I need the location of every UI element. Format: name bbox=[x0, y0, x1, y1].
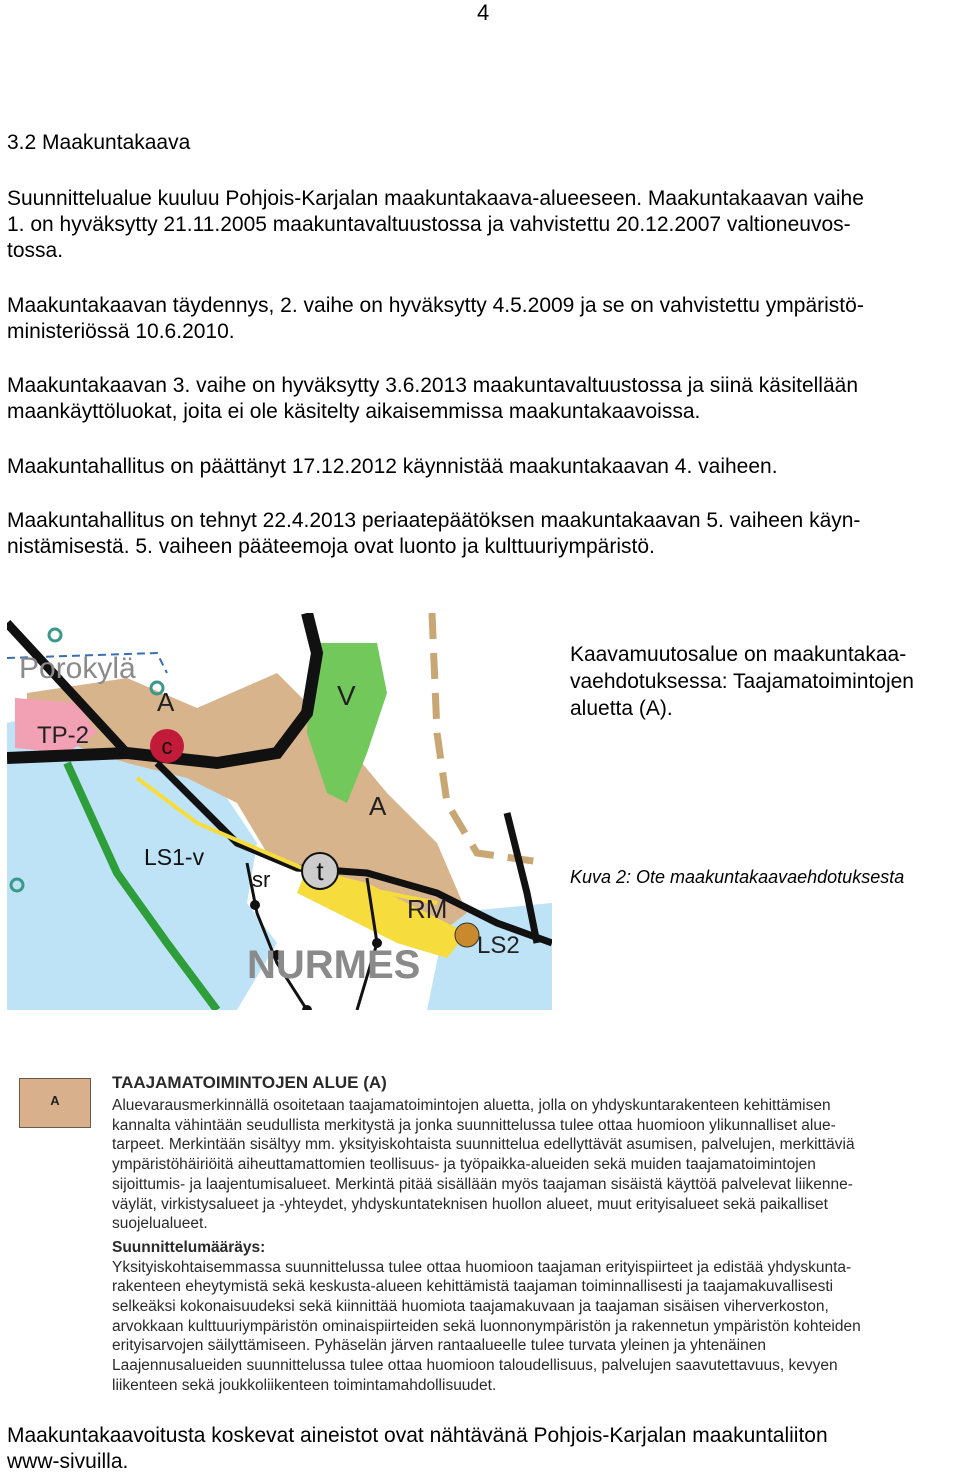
footer-line: www-sivuilla. bbox=[7, 1450, 129, 1473]
paragraph-line: tossa. bbox=[7, 239, 64, 262]
legend-rule-line: arvokkaan kulttuuriympäristön ominaispiirteiden sekä luonnonympäristön ja rakennetun ympäristön kohteiden bbox=[112, 1317, 861, 1335]
map-side-line: aluetta (A). bbox=[570, 697, 673, 720]
legend-body-line: sijoittumis- ja laajentumisalueet. Merkintä pitää sisällään myös taajaman sisäistä käyttöä palvelevat liikenne- bbox=[112, 1175, 853, 1193]
label-a-mid: A bbox=[369, 791, 387, 821]
label-nurmes: NURMES bbox=[247, 943, 421, 987]
paragraph-phase-5 bbox=[7, 508, 957, 560]
paragraph-line: nistämisestä. 5. vaiheen pääteemoja ovat luonto ja kulttuuriympäristö. bbox=[7, 535, 655, 558]
label-v: V bbox=[337, 680, 356, 711]
legend-rule-line: Yksityiskohtaisemmassa suunnittelussa tulee ottaa huomioon taajaman erityispiirteet ja edistää yhdyskunta- bbox=[112, 1258, 852, 1276]
legend-text bbox=[112, 1072, 942, 1396]
label-tp2: TP-2 bbox=[37, 722, 90, 749]
label-ls2: LS2 bbox=[477, 932, 520, 959]
legend-body-line: ympäristöhäiriöitä aiheuttamattomien teollisuus- ja työpaikka-alueiden sekä muiden taajamatoimintojen bbox=[112, 1156, 816, 1174]
page-number: 4 bbox=[477, 0, 490, 25]
label-porokyla: Porokylä bbox=[19, 652, 136, 685]
paragraph-line: ministeriössä 10.6.2010. bbox=[7, 320, 235, 343]
legend-subtitle: Suunnittelumääräys: bbox=[112, 1238, 266, 1256]
map-side-line: Kaavamuutosalue on maakuntakaa- bbox=[570, 643, 907, 666]
label-sr: sr bbox=[252, 867, 271, 892]
paragraph-line: Maakuntakaavan täydennys, 2. vaihe on hyväksytty 4.5.2009 ja se on vahvistettu ympäristö- bbox=[7, 294, 864, 317]
legend-rule-line: liikenteen sekä joukkoliikenteen toimintamahdollisuudet. bbox=[112, 1376, 497, 1394]
legend-body-line: kannalta vähintään seudullista merkitystä ja jonka suunnittelussa tulee ottaa huomioon ylikunnalliset alue- bbox=[112, 1116, 836, 1134]
footer-note bbox=[7, 1423, 828, 1475]
paragraph-line: Suunnittelualue kuuluu Pohjois-Karjalan maakuntakaava-alueeseen. Maakuntakaavan vaihe bbox=[7, 187, 864, 210]
paragraph-line: Maakuntahallitus on tehnyt 22.4.2013 periaatepäätöksen maakuntakaavan 5. vaiheen käyn- bbox=[7, 509, 861, 532]
point-ls2 bbox=[455, 923, 479, 947]
legend-swatch-a bbox=[19, 1078, 91, 1128]
figure-caption: Kuva 2: Ote maakuntakaavaehdotuksesta bbox=[570, 867, 905, 887]
label-ls1v: LS1-v bbox=[144, 844, 205, 870]
paragraph-phase-2 bbox=[7, 293, 957, 345]
paragraph-line: maankäyttöluokat, joita ei ole käsitelty aikaisemmissa maakuntakaavoissa. bbox=[7, 400, 701, 423]
legend-body-line: suojelualueet. bbox=[112, 1215, 208, 1233]
legend-rule-line: Laajennusalueiden suunnittelussa tulee ottaa huomioon taloudellisuus, palvelujen saavutettavuus, kevyen bbox=[112, 1357, 838, 1375]
map-side-note bbox=[570, 641, 960, 722]
paragraph-line: Maakuntahallitus on päättänyt 17.12.2012 käynnistää maakuntakaavan 4. vaiheen. bbox=[7, 455, 778, 478]
paragraph-phase-3 bbox=[7, 373, 957, 425]
legend-swatch-label: A bbox=[50, 1093, 60, 1108]
paragraph-plan-area bbox=[7, 186, 957, 264]
legend-rule-line: rakenteen eheytymistä sekä keskusta-alueen kehittämistä taajaman toiminnallisesti ja taajamakuvallisesti bbox=[112, 1278, 834, 1296]
legend-body-line: Aluevarausmerkinnällä osoitetaan taajamatoimintojen aluetta, jolla on yhdyskuntarakenteen kehittämisen bbox=[112, 1097, 831, 1114]
label-t: t bbox=[316, 856, 324, 886]
legend-title: TAAJAMATOIMINTOJEN ALUE (A) bbox=[112, 1073, 387, 1092]
plan-legend-excerpt bbox=[7, 1050, 953, 1395]
legend-rule-line: selkeäksi kokonaisuudeksi sekä kiinnittää huomiota taajamakuvaan ja taajaman sisäisen viherverkoston, bbox=[112, 1298, 829, 1316]
footer-line: Maakuntakaavoitusta koskevat aineistot ovat nähtävänä Pohjois-Karjalan maakuntaliiton bbox=[7, 1424, 828, 1447]
label-c: c bbox=[161, 734, 173, 759]
legend-body-line: tarpeet. Merkintään sisältyy mm. yksityiskohtaista suunnittelua edellyttävät asumisen, palvelujen, merkittäviä bbox=[112, 1136, 855, 1154]
label-a-top: A bbox=[157, 687, 175, 717]
map-side-line: vaehdotuksessa: Taajamatoimintojen bbox=[570, 670, 914, 693]
legend-body-line: väylät, virkistysalueet ja -yhteydet, yhdyskuntateknisen huollon alueet, muut erityisalueet sekä paikalliset bbox=[112, 1195, 828, 1213]
legend-rule-line: erityisarvojen säilyttämiseen. Pyhäselän järven rantaalueelle tulee turvata yleinen ja yhtenäinen bbox=[112, 1337, 766, 1355]
paragraph-phase-4 bbox=[7, 454, 957, 480]
regional-plan-map bbox=[7, 613, 552, 1010]
paragraph-line: Maakuntakaavan 3. vaihe on hyväksytty 3.6.2013 maakuntavaltuustossa ja siinä käsitellään bbox=[7, 374, 859, 397]
label-rm: RM bbox=[407, 894, 448, 924]
paragraph-line: 1. on hyväksytty 21.11.2005 maakuntavaltuustossa ja vahvistettu 20.12.2007 valtioneuvos- bbox=[7, 213, 851, 236]
section-heading: 3.2 Maakuntakaava bbox=[7, 131, 191, 154]
